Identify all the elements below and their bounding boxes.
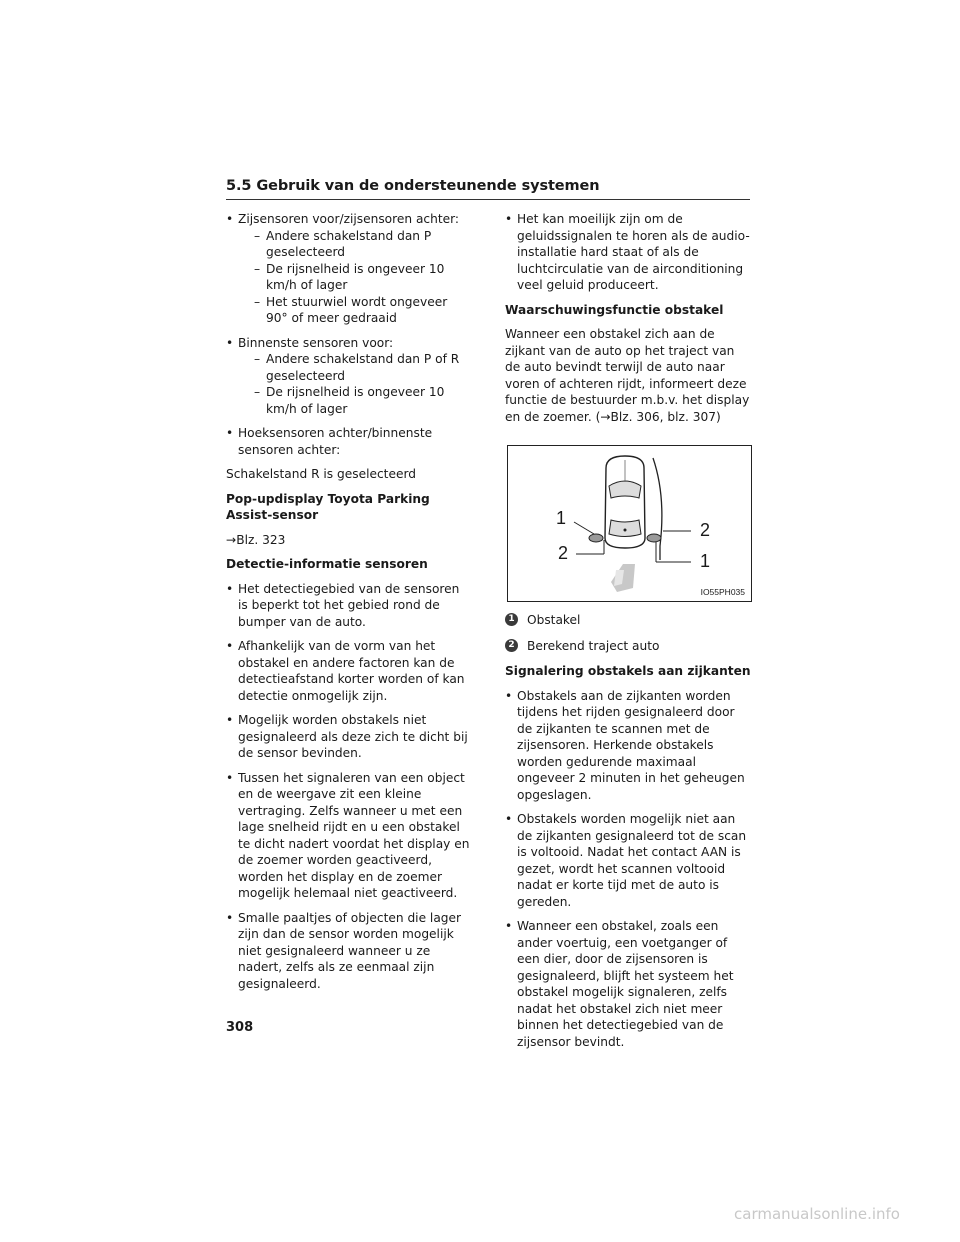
legend-text: Berekend traject auto: [527, 638, 660, 653]
watermark: carmanualsonline.info: [734, 1205, 900, 1223]
sub-item-text: De rijsnelheid is ongeveer 10 km/h of lager: [266, 385, 445, 416]
diagram-graphic: [508, 446, 751, 601]
left-column: [226, 211, 472, 1000]
page-reference: [226, 532, 472, 549]
list-item: • Obstakels worden mogelijk niet aan de zijkanten gesignaleerd tot de scan is voltooid. Nadat het contact AAN is gezet, wordt het scannen voltooid nadat er korte tijd met de auto is gereden.: [505, 811, 751, 910]
sub-item: [238, 228, 472, 261]
dash: –: [254, 352, 261, 366]
sub-item: [238, 294, 472, 327]
callout-2: 2: [558, 543, 569, 563]
legend-number: 1: [505, 613, 518, 626]
right-column: [505, 211, 751, 1058]
list-item: • Obstakels aan de zijkanten worden tijdens het rijden gesignaleerd door de zijkanten te scannen met de zijsensoren. Herkende obstakels worden gedurende maximaal ongeveer 2 minuten in het geheugen opgeslagen.: [505, 688, 751, 804]
list-item: • Het detectiegebied van de sensoren is beperkt tot het gebied rond de bumper van de auto.: [226, 581, 472, 631]
dash: –: [254, 294, 261, 309]
dash: –: [254, 261, 261, 276]
dash: –: [254, 385, 261, 399]
list-item: • Tussen het signaleren van een object en de weergave zit een kleine vertraging. Zelfs wanneer u met een lage snelheid rijdt en u een obstakel te dicht nadert voordat het display en de zoemer worden geactiveerd, worden het display en de zoemer mogelijk helemaal niet geactiveerd.: [226, 770, 472, 902]
dash: –: [254, 228, 261, 243]
list-item: • Hoeksensoren achter/binnenste sensoren achter:: [226, 425, 472, 458]
callout-2: 2: [700, 520, 711, 540]
vehicle-trajectory-diagram: [507, 445, 752, 602]
paragraph: Schakelstand R is geselecteerd: [226, 467, 416, 481]
callout-1: 1: [556, 508, 567, 528]
heading-popup-display: Pop-updisplay Toyota Parking Assist-sensor: [226, 491, 430, 522]
legend-item: [505, 612, 751, 629]
sub-item-text: Andere schakelstand dan P of R geselecteerd: [266, 352, 460, 383]
page-number: 308: [226, 1020, 254, 1035]
sub-item-text: Het stuurwiel wordt ongeveer 90° of meer gedraaid: [266, 294, 448, 325]
list-item: • Wanneer een obstakel, zoals een ander voertuig, een voetganger of een dier, door de zijsensoren is gesignaleerd, blijft het systeem het obstakel mogelijk signaleren, zelfs nadat het obstakel zich niet meer binnen het detectiegebied van de zijsensor bevindt.: [505, 918, 751, 1050]
heading-side-obstacles: Signalering obstakels aan zijkanten: [505, 664, 751, 678]
list-item: • Afhankelijk van de vorm van het obstakel en andere factoren kan de detectieafstand korter worden of kan detectie onmogelijk zijn.: [226, 638, 472, 704]
figure-code: IO55PH035: [700, 586, 745, 597]
bullet-text: • Binnenste sensoren voor:: [238, 335, 394, 350]
legend-number: 2: [505, 639, 518, 652]
list-item: [226, 335, 472, 418]
legend-text: Obstakel: [527, 613, 581, 627]
sub-item-text: Andere schakelstand dan P geselecteerd: [266, 228, 432, 259]
page-reference-link[interactable]: Blz. 323: [236, 532, 286, 547]
sub-item: [238, 384, 472, 417]
heading-obstacle-warning: Waarschuwingsfunctie obstakel: [505, 302, 724, 317]
list-item: • Mogelijk worden obstakels niet gesignaleerd als deze zich te dicht bij de sensor bevinden.: [226, 712, 472, 762]
legend-item: [505, 638, 751, 655]
sub-item: [238, 351, 472, 384]
list-item: [226, 211, 472, 327]
list-item: • Het kan moeilijk zijn om de geluidssignalen te horen als de audio-installatie hard staat of als de luchtcirculatie van de airconditioning veel geluid produceert.: [505, 211, 751, 294]
arrow-right-icon: →: [226, 532, 237, 547]
bullet-text: • Zijsensoren voor/zijsensoren achter:: [238, 212, 460, 226]
paragraph: Wanneer een obstakel zich aan de zijkant van de auto op het traject van de auto bevindt terwijl de auto naar voren of achteren rijdt, informeert deze functie de bestuurder m.b.v. het display en de zoemer. (→Blz. 306, blz. 307): [505, 327, 750, 424]
sub-item: [238, 261, 472, 294]
list-item: • Smalle paaltjes of objecten die lager zijn dan de sensor worden mogelijk niet gesignaleerd wanneer u ze nadert, zelfs als ze eenmaal zijn gesignaleerd.: [226, 910, 472, 993]
sub-item-text: De rijsnelheid is ongeveer 10 km/h of lager: [266, 261, 445, 292]
section-title: 5.5 Gebruik van de ondersteunende systemen: [226, 178, 750, 200]
callout-1: 1: [700, 551, 711, 571]
heading-detection-info: Detectie-informatie sensoren: [226, 557, 428, 571]
